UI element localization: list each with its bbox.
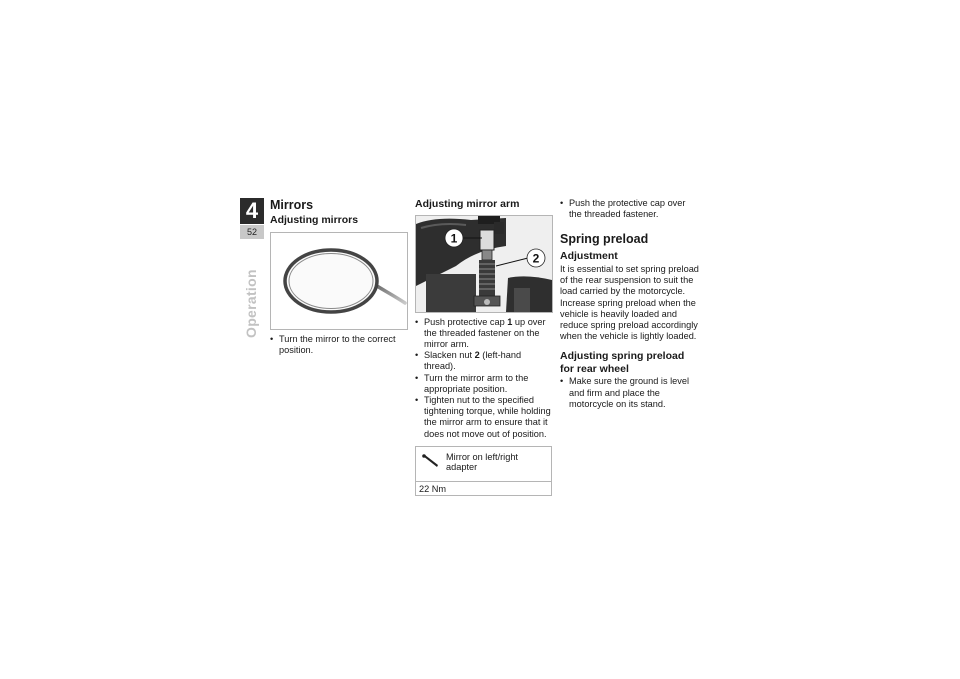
- mirror-illustration: [271, 233, 407, 329]
- section-title: Mirrors: [270, 198, 314, 212]
- column-spring-preload: [560, 198, 700, 410]
- list-item: • Slacken nut 2 (left-hand thread).: [415, 350, 555, 372]
- continued-steps: [560, 198, 700, 220]
- chapter-number: 4: [240, 198, 264, 224]
- page-number: 52: [240, 225, 264, 239]
- body-text: It is essential to set spring preload of the rear suspension to suit the load carried by the motorcycle. Increase spring preload when the vehicle is heavily loaded and reduce spring preload accordingly when the vehicle is lightly loaded.: [560, 263, 699, 342]
- list-item: • Push protective cap 1 up over the threaded fastener on the mirror arm.: [415, 317, 555, 351]
- list-item: • Turn the mirror to the correct position.: [270, 334, 410, 356]
- column-mirror-arm: [415, 198, 555, 496]
- section-subtitle: Adjusting spring preload for rear wheel: [560, 350, 685, 375]
- torque-spec-box: [415, 446, 552, 496]
- callout-2: 2: [532, 251, 540, 265]
- section-title: Adjusting mirror arm: [415, 198, 520, 210]
- callout-1: 1: [450, 231, 458, 245]
- chapter-marker: [240, 198, 264, 239]
- mirror-arm-figure: [415, 215, 553, 313]
- section-title: Spring preload: [560, 232, 649, 247]
- preload-steps: [560, 376, 700, 410]
- mirror-arm-illustration: [416, 216, 552, 312]
- list-item: • Turn the mirror arm to the appropriate position.: [415, 373, 555, 395]
- mirror-figure: [270, 232, 408, 330]
- mirror-arm-steps: [415, 317, 555, 440]
- section-subtitle: Adjusting mirrors: [270, 214, 359, 226]
- torque-wrench-icon: [422, 454, 440, 468]
- mirror-steps: [270, 334, 410, 356]
- torque-spec-value: 22 Nm: [419, 483, 447, 494]
- section-label-text: Operation: [243, 269, 259, 338]
- list-item: • Make sure the ground is level and firm and place the motorcycle on its stand.: [560, 376, 700, 410]
- list-item: • Push the protective cap over the threaded fastener.: [560, 198, 700, 220]
- list-item: • Tighten nut to the specified tightening torque, while holding the mirror arm to ensure that it does not move out of position.: [415, 395, 555, 440]
- column-mirrors: [270, 198, 410, 356]
- section-subtitle: Adjustment: [560, 250, 618, 263]
- torque-spec-label: Mirror on left/right adapter: [446, 451, 518, 473]
